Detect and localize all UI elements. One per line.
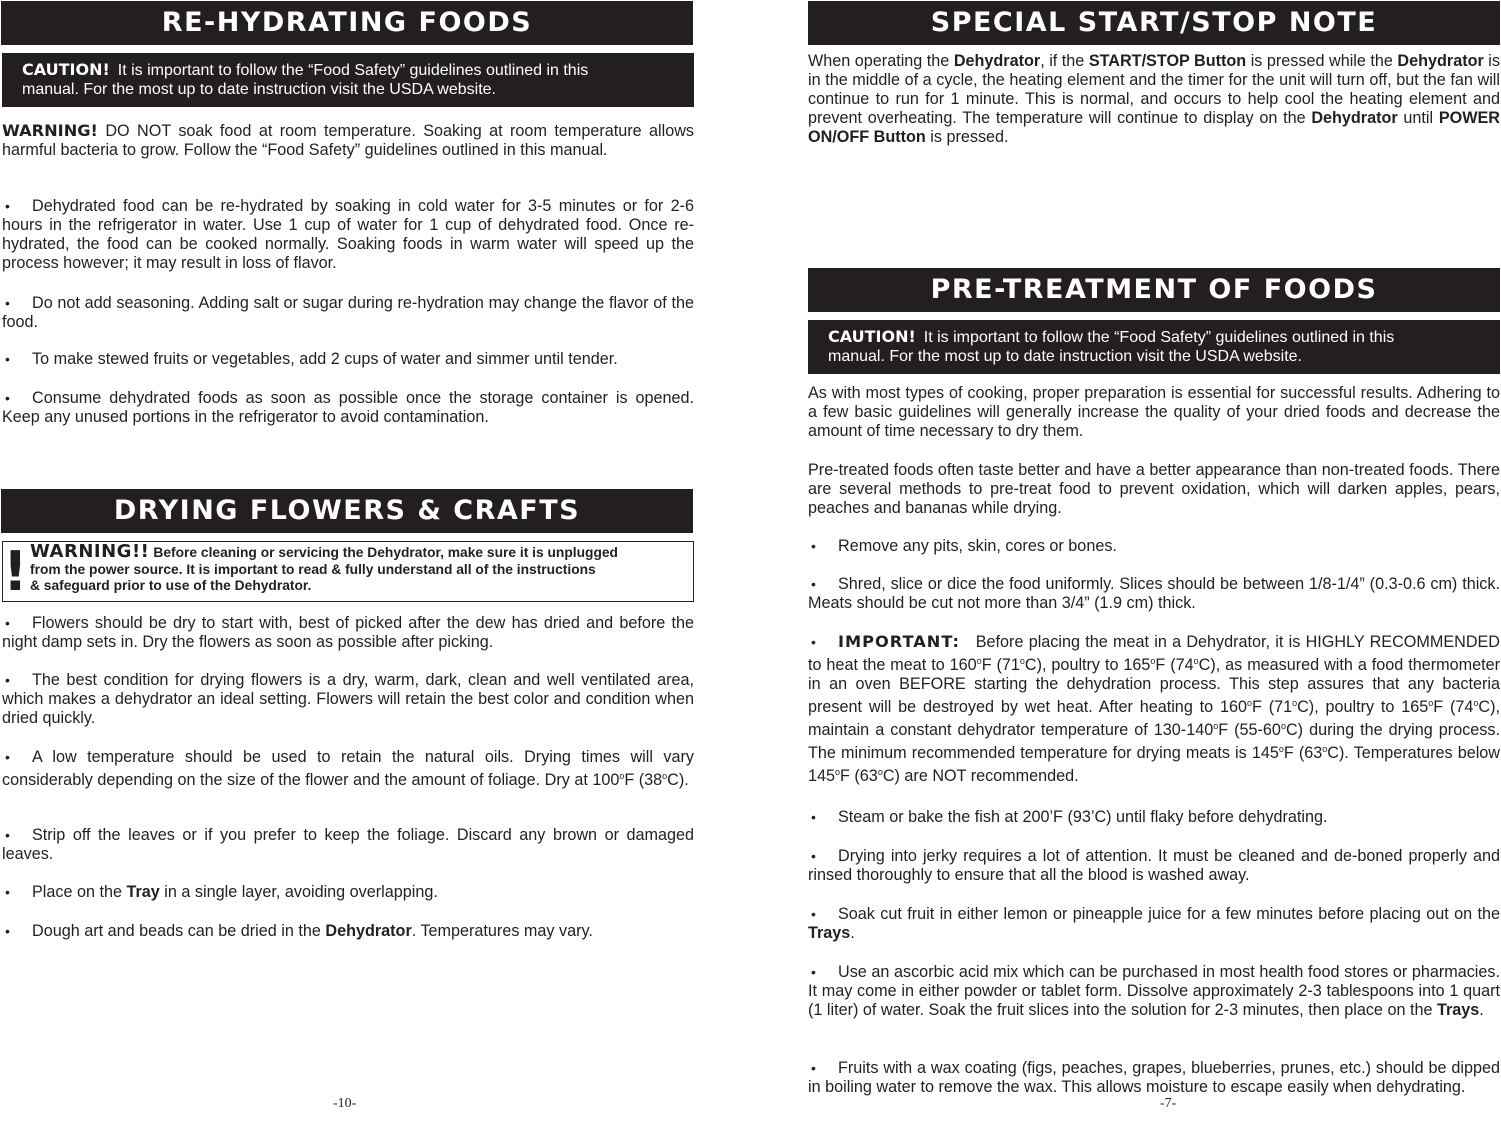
- rehydrating-bullet-4: • Consume dehydrated foods as soon as possible once the storage container is opened. Keep any unused portions in the refrigerator to avoid contamination.: [2, 389, 694, 427]
- startstop-paragraph: When operating the Dehydrator, if the START/STOP Button is pressed while the Dehydrator is in the middle of a cycle, the heating element and the timer for the unit will turn off, but the fan will continue to run for 1 minute. This is normal, and occurs to help cool the heating element and prevent overheating. The temperature will continue to display on the Dehydrator until POWER ON/OFF Button is pressed.: [808, 52, 1500, 146]
- flowers-bullet-5: • Place on the Tray in a single layer, avoiding overlapping.: [2, 883, 694, 902]
- pretreat-caution-box: [808, 320, 1500, 374]
- pretreat-bullet-6: • Use an ascorbic acid mix which can be purchased in most health food stores or pharmacies. It may come in either powder or tablet form. Dissolve approximately 2-3 tablespoons into 1 quart (1 liter) of water. Soak the fruit slices into the solution for 2-3 minutes, then place on the Trays.: [808, 963, 1500, 1020]
- pretreat-bullet-7: • Fruits with a wax coating (figs, peaches, grapes, blueberries, prunes, etc.) should be dipped in boiling water to remove the wax. This allows moisture to escape easily when dehydrating.: [808, 1059, 1500, 1097]
- flowers-bullet-6: • Dough art and beads can be dried in the Dehydrator. Temperatures may vary.: [2, 922, 694, 941]
- flowers-warning-label: WARNING!!: [30, 541, 150, 562]
- pretreat-title: PRE-TREATMENT OF FOODS: [808, 268, 1500, 312]
- rehydrating-caution-box: [2, 53, 694, 107]
- pretreat-paragraph-2: Pre-treated foods often taste better and have a better appearance than non-treated foods. There are several methods to pre-treat food to prevent oxidation, which will darken apples, pears, peaches and bananas while drying.: [808, 461, 1500, 517]
- rehydrating-title: RE-HYDRATING FOODS: [1, 1, 693, 45]
- pretreat-bullet-1: • Remove any pits, skin, cores or bones.: [808, 537, 1500, 556]
- caution-text-line1: It is important to follow the “Food Safety” guidelines outlined in this: [117, 62, 589, 79]
- rehydrating-bullet-1: • Dehydrated food can be re-hydrated by soaking in cold water for 3-5 minutes or for 2-6 hours in the refrigerator in water. Use 1 cup of water for 1 cup of dehydrated food. Once re-hydrated, the food can be cooked normally. Soaking foods in warm water will speed up the process however; it may result in loss of flavor.: [2, 197, 694, 273]
- flowers-warning-line3: & safeguard prior to use of the Dehydrator.: [30, 578, 312, 594]
- rehydrating-bullet-2: • Do not add seasoning. Adding salt or sugar during re-hydration may change the flavor of the food.: [2, 294, 694, 332]
- warning-exclamation-icon: !: [3, 540, 28, 603]
- flowers-bullet-4: • Strip off the leaves or if you prefer to keep the foliage. Discard any brown or damaged leaves.: [2, 826, 694, 864]
- rehydrating-warning: [2, 121, 694, 160]
- flowers-warning-line1: Before cleaning or servicing the Dehydrator, make sure it is unplugged: [153, 545, 618, 560]
- pretreat-bullet-5: • Soak cut fruit in either lemon or pineapple juice for a few minutes before placing out on the Trays.: [808, 905, 1500, 943]
- pretreat-caution-label: CAUTION!: [828, 327, 916, 346]
- flowers-warning-text: [30, 541, 692, 595]
- caution-label: CAUTION!: [22, 60, 110, 79]
- pretreat-bullet-3: • Steam or bake the fish at 200’F (93’C) until flaky before dehydrating.: [808, 808, 1500, 827]
- pretreat-caution-line1: It is important to follow the “Food Safety” guidelines outlined in this: [923, 329, 1395, 346]
- flowers-bullet-3: • A low temperature should be used to retain the natural oils. Drying times will vary considerably depending on the size of the flower and the amount of foliage. Dry at 100$^o$F (38$^o$C).: [2, 748, 694, 790]
- pretreat-caution-line2: manual. For the most up to date instruction visit the USDA website.: [828, 348, 1302, 365]
- page-number-right: -7-: [1160, 1096, 1177, 1111]
- page-number-left: -10-: [333, 1096, 357, 1111]
- pretreat-paragraph-1: As with most types of cooking, proper preparation is essential for successful results. Adhering to a few basic guidelines will generally increase the quality of your dried foods and decrease the amount of time necessary to dry them.: [808, 384, 1500, 440]
- warning-label: WARNING!: [2, 121, 98, 140]
- caution-text-line2: manual. For the most up to date instruction visit the USDA website.: [22, 81, 496, 98]
- flowers-title: DRYING FLOWERS & CRAFTS: [1, 489, 693, 533]
- flowers-warning-line2: from the power source. It is important to read & fully understand all of the instructions: [30, 561, 596, 577]
- pretreat-important-bullet: • IMPORTANT: Before placing the meat in a Dehydrator, it is HIGHLY RECOMMENDED to heat the meat to 160$^o$F (71$^o$C), poultry to 165$^o$F (74$^o$C), as measured with a food thermometer in an oven BEFORE starting the dehydration process. This step assures that any bacteria present will be destroyed by wet heat. After heating to 160$^o$F (71$^o$C), poultry to 165$^o$F (74$^o$C), maintain a constant dehydrator temperature of 130-140$^o$F (55-60$^o$C) during the drying process. The minimum recommended temperature for drying meats is 145$^o$F (63$^o$C). Temperatures below 145$^o$F (63$^o$C) are NOT recommended.: [808, 632, 1500, 786]
- flowers-bullet-1: • Flowers should be dry to start with, best of picked after the dew has dried and before the night damp sets in. Dry the flowers as soon as possible after picking.: [2, 614, 694, 652]
- important-label: IMPORTANT:: [838, 632, 960, 651]
- pretreat-bullet-4: • Drying into jerky requires a lot of attention. It must be cleaned and de-boned properly and rinsed thoroughly to ensure that all the blood is washed away.: [808, 847, 1500, 885]
- startstop-title: SPECIAL START/STOP NOTE: [808, 1, 1500, 45]
- warning-text: DO NOT soak food at room temperature. Soaking at room temperature allows harmful bacteria to grow. Follow the “Food Safety” guidelines outlined in this manual.: [2, 122, 695, 159]
- flowers-bullet-2: • The best condition for drying flowers is a dry, warm, dark, clean and well ventilated area, which makes a dehydrator an ideal setting. Flowers will retain the best color and condition when dried quickly.: [2, 671, 694, 728]
- rehydrating-bullet-3: • To make stewed fruits or vegetables, add 2 cups of water and simmer until tender.: [2, 350, 694, 369]
- pretreat-bullet-2: • Shred, slice or dice the food uniformly. Slices should be between 1/8-1/4” (0.3-0.6 cm) thick. Meats should be cut not more than 3/4” (1.9 cm) thick.: [808, 575, 1500, 613]
